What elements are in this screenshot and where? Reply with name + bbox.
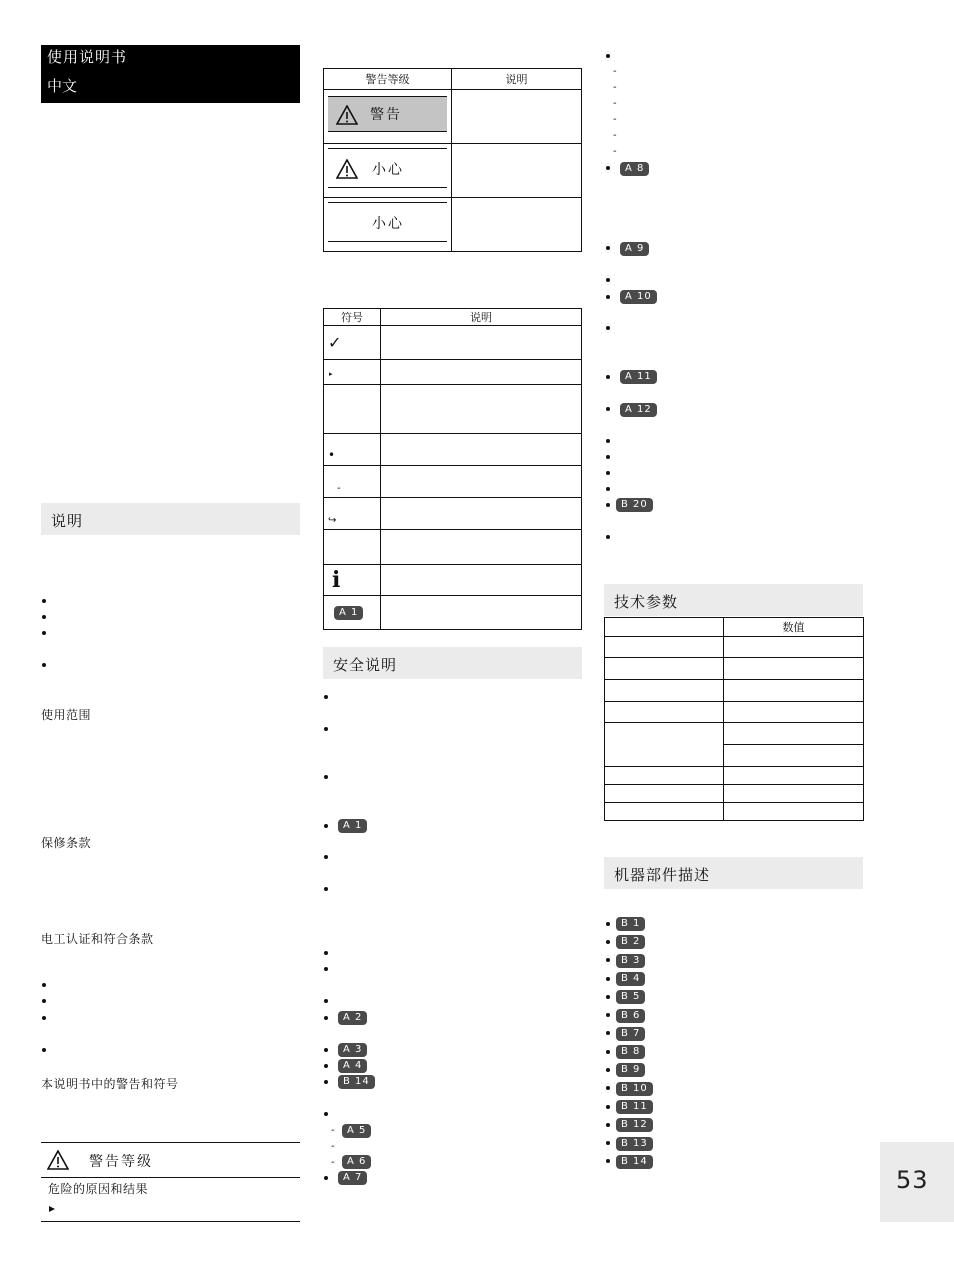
list-bullet: [324, 999, 328, 1003]
warning-triangle-icon: [336, 159, 358, 179]
figure-reference-tag: A 9: [620, 242, 649, 256]
list-bullet: [606, 1105, 610, 1109]
info-icon: i: [324, 565, 381, 596]
divider: [41, 1177, 300, 1178]
list-bullet: [606, 535, 610, 539]
page-number: 53: [896, 1166, 929, 1194]
list-bullet: [606, 54, 610, 58]
warning-level-table: [323, 68, 582, 252]
table-cell: [724, 702, 864, 723]
list-bullet: [606, 166, 610, 170]
list-bullet: [606, 407, 610, 411]
list-bullet: [606, 995, 610, 999]
part-tag: B 4: [616, 972, 645, 986]
dash-marker: -: [613, 114, 617, 125]
table-cell: [381, 565, 582, 596]
figure-reference-tag: A 10: [620, 290, 657, 304]
table-cell: [724, 767, 864, 785]
table-header: 说明: [381, 309, 582, 326]
table-cell: [724, 680, 864, 702]
list-bullet: [606, 246, 610, 250]
dash-marker: -: [331, 1141, 335, 1152]
dash-symbol: -: [324, 466, 381, 498]
dash-marker: -: [613, 66, 617, 77]
part-tag: B 12: [616, 1118, 653, 1132]
heading-warranty: 保修条款: [41, 836, 92, 850]
figure-reference-tag: A 6: [342, 1155, 371, 1169]
list-bullet: [324, 695, 328, 699]
section-safety-title: 安全说明: [333, 656, 398, 674]
table-cell: [324, 90, 452, 144]
section-technical-data-title: 技术参数: [614, 593, 679, 611]
table-cell: [605, 658, 724, 680]
warning-triangle-icon: [336, 105, 358, 125]
table-cell: [605, 723, 724, 767]
list-bullet: [606, 922, 610, 926]
list-bullet: [42, 663, 46, 667]
warning-triangle-icon: [47, 1150, 69, 1170]
list-bullet: [324, 824, 328, 828]
caution-level-box: [328, 202, 447, 242]
list-bullet: [324, 1048, 328, 1052]
list-bullet: [606, 503, 610, 507]
warning-box-title: 警告等级: [89, 1154, 153, 1170]
part-tag: B 9: [616, 1063, 645, 1077]
list-bullet: [324, 951, 328, 955]
figure-reference-tag: A 1: [338, 819, 367, 833]
part-tag: B 14: [616, 1155, 653, 1169]
section-machine-parts-title: 机器部件描述: [614, 866, 711, 884]
list-bullet: [324, 967, 328, 971]
list-bullet: [42, 983, 46, 987]
figure-reference-tag: A 12: [620, 403, 657, 417]
warning-box-cause: 危险的原因和结果: [48, 1182, 149, 1196]
part-tag: B 1: [616, 917, 645, 931]
table-cell: [381, 596, 582, 630]
dash-marker: -: [613, 146, 617, 157]
table-cell: [724, 637, 864, 658]
table-cell: [324, 530, 381, 565]
list-bullet: [324, 1016, 328, 1020]
table-header: 说明: [452, 69, 582, 90]
table-cell: [324, 144, 452, 198]
table-cell: [381, 385, 582, 434]
list-bullet: [606, 958, 610, 962]
list-bullet: [42, 1048, 46, 1052]
figure-reference-tag: A 5: [342, 1124, 371, 1138]
list-bullet: [324, 855, 328, 859]
list-bullet: [42, 999, 46, 1003]
part-tag: B 2: [616, 935, 645, 949]
table-cell: [381, 326, 582, 360]
list-bullet: [606, 471, 610, 475]
bullet-symbol: •: [324, 434, 381, 466]
part-tag: B 7: [616, 1027, 645, 1041]
page-number-box: [880, 1142, 954, 1222]
table-cell: [724, 745, 864, 767]
list-bullet: [606, 1068, 610, 1072]
list-bullet: [606, 326, 610, 330]
table-cell: [381, 498, 582, 530]
list-bullet: [324, 727, 328, 731]
list-bullet: [606, 1013, 610, 1017]
table-cell: [452, 144, 582, 198]
list-bullet: [606, 1031, 610, 1035]
list-bullet: [324, 1064, 328, 1068]
table-cell: [381, 360, 582, 385]
section-machine-parts: [604, 857, 863, 889]
list-bullet: [606, 375, 610, 379]
table-cell: [324, 198, 452, 252]
result-arrow-icon: ↪: [324, 498, 381, 530]
list-bullet: [606, 1141, 610, 1145]
table-cell: [452, 90, 582, 144]
list-bullet: [42, 1016, 46, 1020]
section-technical-data: [604, 584, 863, 616]
part-tag: B 3: [616, 954, 645, 968]
part-tag: B 8: [616, 1045, 645, 1059]
list-bullet: [42, 631, 46, 635]
document-title: 使用说明书: [47, 48, 128, 66]
divider: [41, 1142, 300, 1143]
figure-reference-tag: A 8: [620, 162, 649, 176]
table-cell: [324, 385, 381, 434]
list-bullet: [606, 278, 610, 282]
figure-reference-tag: B 20: [616, 498, 653, 512]
list-bullet: [606, 1123, 610, 1127]
heading-usage: 使用范围: [41, 708, 92, 722]
table-header: 符号: [324, 309, 381, 326]
section-description: [41, 503, 300, 535]
heading-certification: 电工认证和符合条款: [41, 932, 154, 946]
table-cell: [724, 658, 864, 680]
dash-marker: -: [331, 1125, 335, 1136]
part-tag: B 11: [616, 1100, 653, 1114]
table-header: [605, 618, 724, 637]
table-cell: [605, 785, 724, 803]
part-tag: B 6: [616, 1009, 645, 1023]
table-cell: [605, 803, 724, 821]
table-cell: [381, 466, 582, 498]
list-bullet: [606, 1086, 610, 1090]
arrow-marker-icon: [49, 1206, 55, 1212]
table-cell: [605, 702, 724, 723]
figure-reference-tag: A 3: [338, 1043, 367, 1057]
caution-level-label: 小心: [372, 216, 404, 232]
warning-level-label: 警告: [370, 107, 402, 123]
table-cell: [724, 723, 864, 745]
caution-level-box: [328, 148, 447, 188]
caution-level-label: 小心: [372, 162, 404, 178]
table-cell: [381, 530, 582, 565]
table-cell: [381, 434, 582, 466]
table-header: 警告等级: [324, 69, 452, 90]
list-bullet: [324, 1112, 328, 1116]
list-bullet: [324, 887, 328, 891]
part-tag: B 10: [616, 1082, 653, 1096]
list-bullet: [324, 1176, 328, 1180]
table-cell: [724, 803, 864, 821]
table-cell: [605, 767, 724, 785]
dash-marker: -: [331, 1157, 335, 1168]
list-bullet: [42, 599, 46, 603]
warning-level-box: [328, 96, 447, 132]
list-bullet: [606, 1159, 610, 1163]
figure-reference-tag: A 1: [334, 606, 363, 620]
list-bullet: [606, 439, 610, 443]
table-cell: [605, 680, 724, 702]
figure-reference-tag: A 7: [338, 1171, 367, 1185]
heading-warnings-symbols: 本说明书中的警告和符号: [41, 1077, 179, 1091]
section-description-title: 说明: [51, 512, 84, 530]
list-bullet: [606, 487, 610, 491]
list-bullet: [606, 295, 610, 299]
check-icon: ✓: [324, 326, 381, 360]
table-cell: [452, 198, 582, 252]
list-bullet: [606, 940, 610, 944]
table-cell: [605, 637, 724, 658]
table-header: 数值: [724, 618, 864, 637]
table-cell: [724, 785, 864, 803]
list-bullet: [606, 1050, 610, 1054]
figure-reference-tag: A 11: [620, 370, 657, 384]
arrow-marker-icon: ▸: [324, 360, 381, 385]
part-tag: B 5: [616, 990, 645, 1004]
list-bullet: [606, 977, 610, 981]
figure-reference-tag: A 4: [338, 1059, 367, 1073]
figure-reference-tag: B 14: [338, 1075, 375, 1089]
dash-marker: -: [613, 130, 617, 141]
dash-marker: -: [613, 82, 617, 93]
section-safety: [323, 647, 582, 679]
document-title-block: [41, 45, 300, 103]
symbol-table: [323, 308, 582, 630]
list-bullet: [324, 1080, 328, 1084]
part-tag: B 13: [616, 1137, 653, 1151]
dash-marker: -: [613, 98, 617, 109]
divider: [41, 1221, 300, 1222]
list-bullet: [42, 615, 46, 619]
table-cell: [324, 596, 381, 630]
technical-data-table: [604, 617, 864, 821]
list-bullet: [606, 455, 610, 459]
document-language: 中文: [47, 77, 78, 95]
figure-reference-tag: A 2: [338, 1011, 367, 1025]
list-bullet: [324, 775, 328, 779]
